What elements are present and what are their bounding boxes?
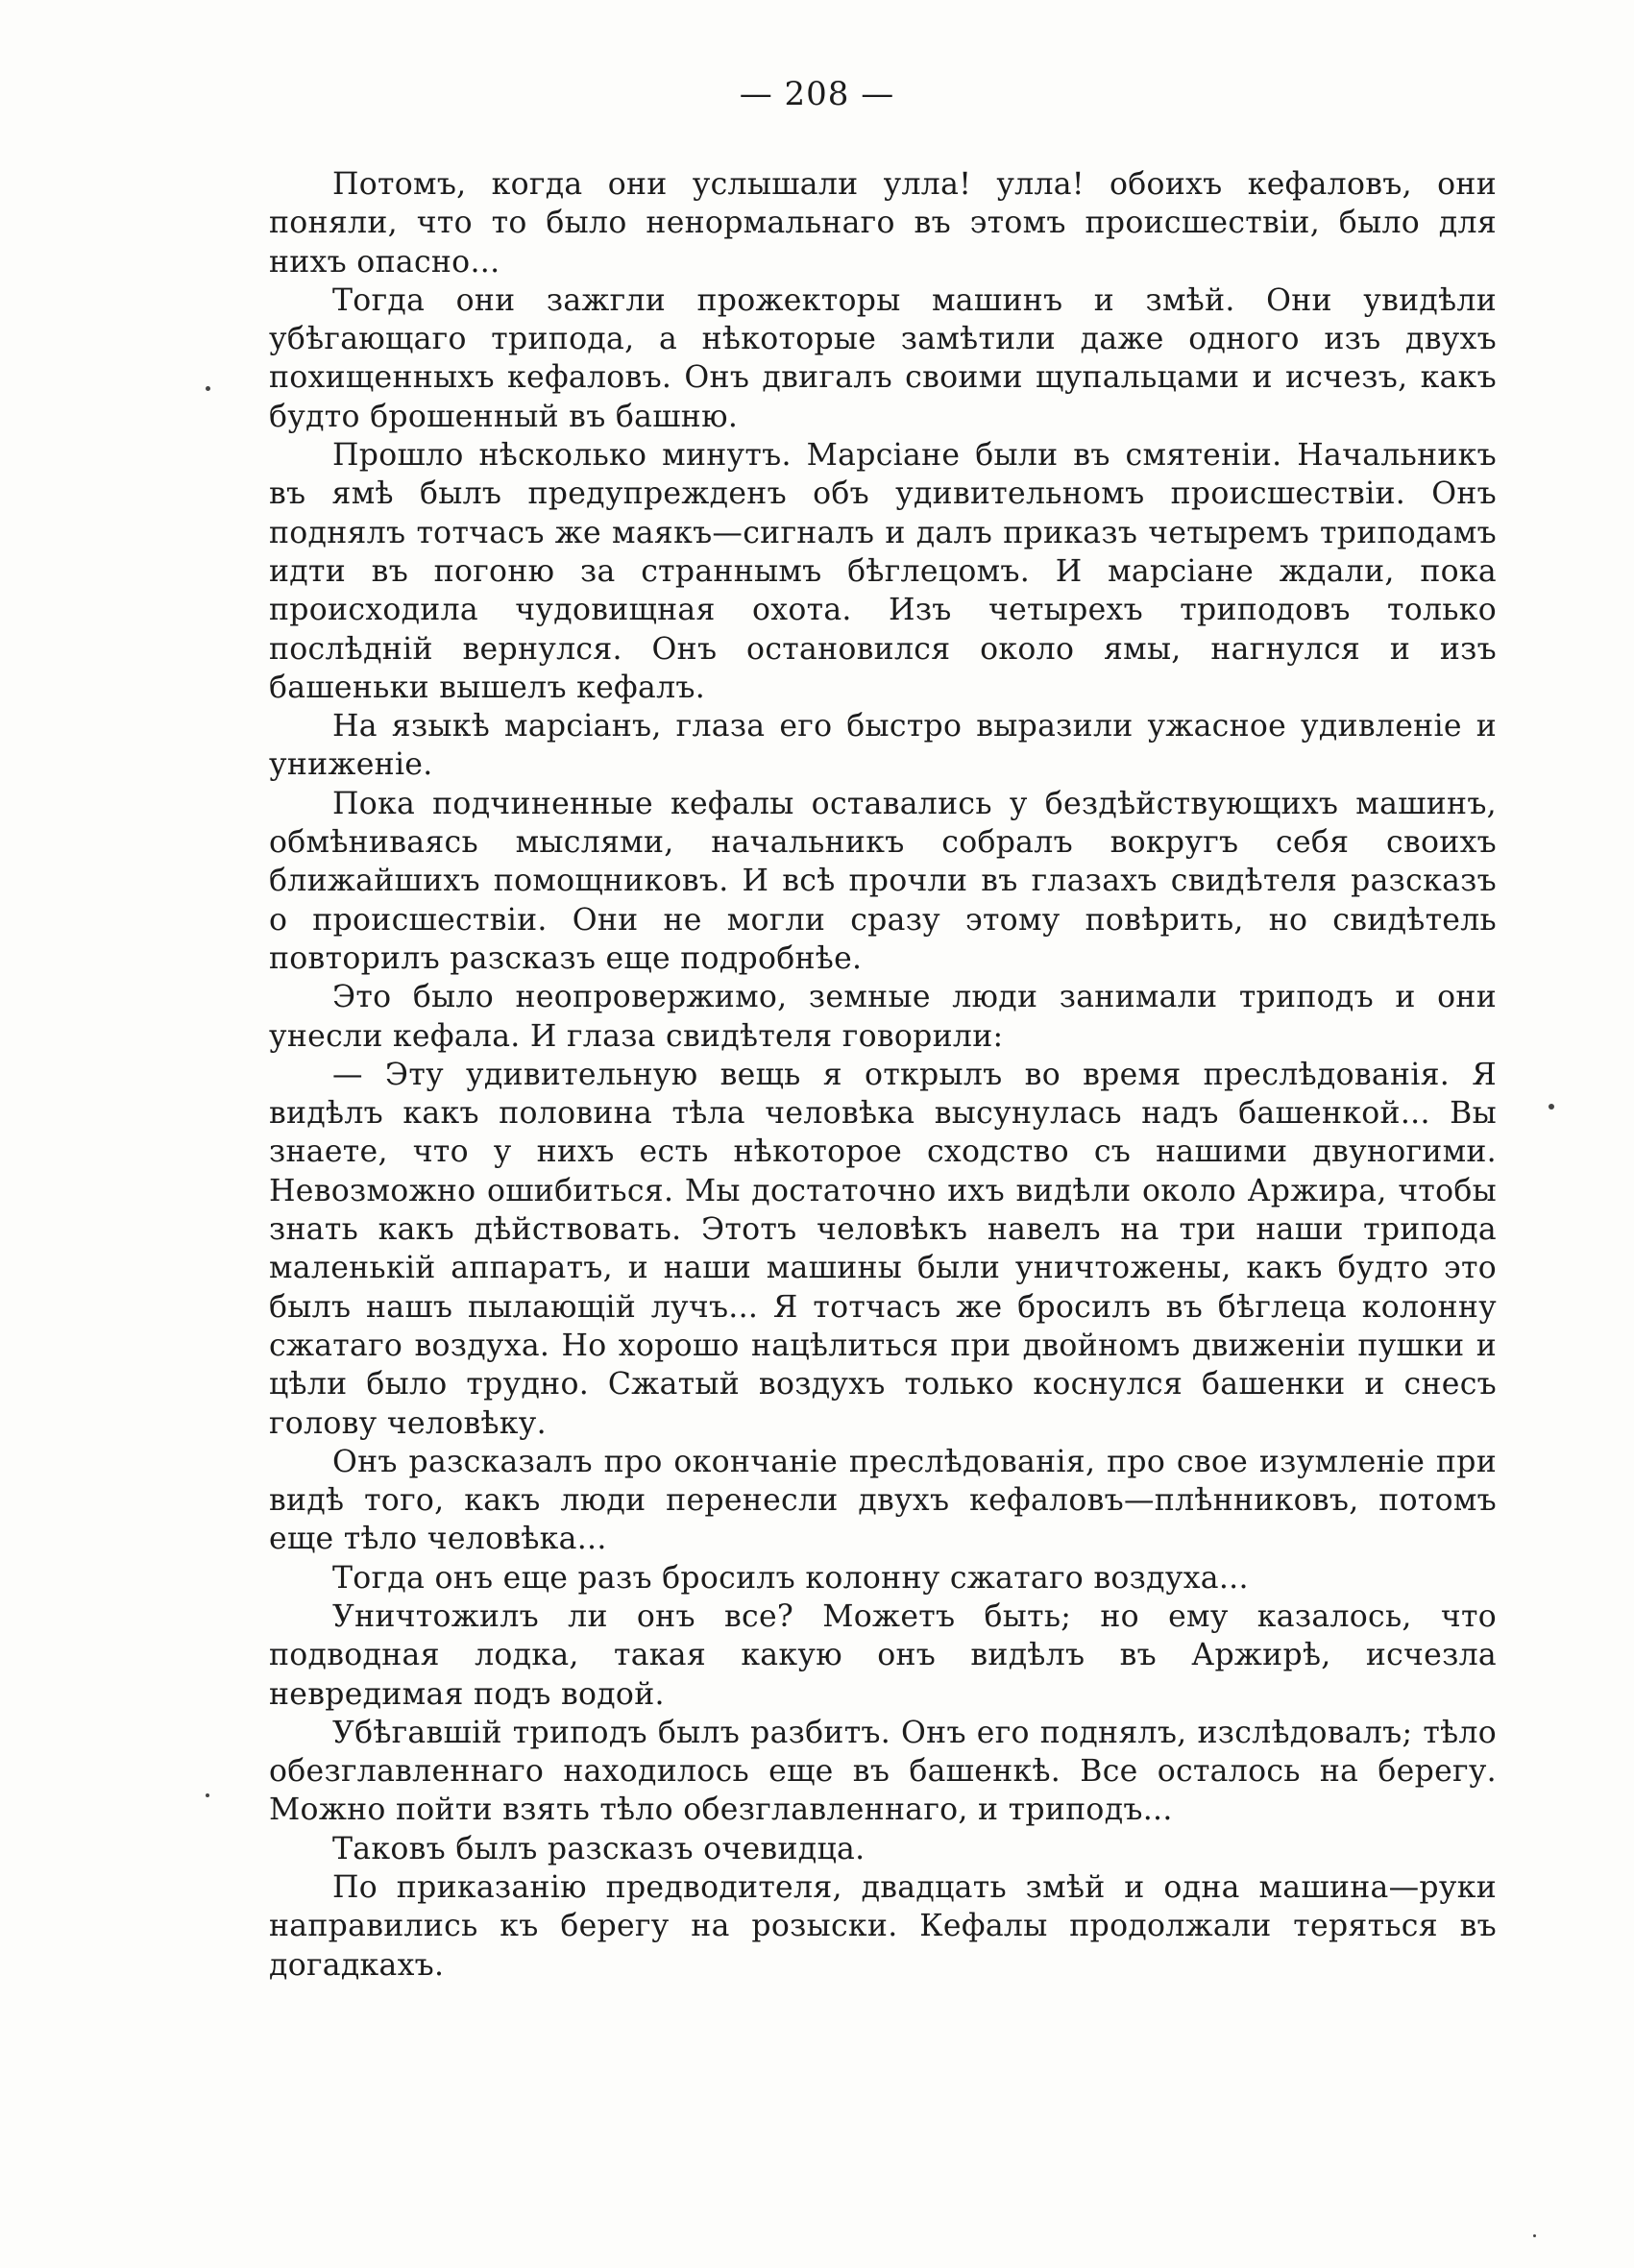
paragraph: Убѣгавшій триподъ былъ разбитъ. Онъ его поднялъ, изслѣдовалъ; тѣло обезглавленнаго находилось еще въ башенкѣ. Все осталось на берегу. Можно пойти взять тѣло обезглавленнаго, и триподъ... [269,1715,1497,1828]
scan-speck [1533,2234,1536,2237]
paragraph: По приказанію предводителя, двадцать змѣй и одна машина—руки направились къ берегу на розыски. Кефалы продолжали теряться въ догадкахъ. [269,1870,1497,1983]
scan-speck [1549,1104,1554,1110]
page-number: — 208 — [739,75,895,113]
paragraph: Таковъ былъ разсказъ очевидца. [332,1831,866,1866]
body-text [269,165,1497,1985]
paragraph: Уничтожилъ ли онъ все? Можетъ быть; но ему казалось, что подводная лодка, такая какую онъ видѣлъ въ Аржирѣ, исчезла невредимая подъ водой. [269,1598,1497,1712]
paragraph: Потомъ, когда они услышали улла! улла! обоихъ кефаловъ, они поняли, что то было ненормальнаго въ этомъ происшествіи, было для нихъ опасно... [269,167,1497,280]
paragraph: На языкѣ марсіанъ, глаза его быстро выразили ужасное удивленіе и униженіе. [269,709,1497,783]
paragraph: Прошло нѣсколько минутъ. Марсіане были въ смятеніи. Начальникъ въ ямѣ былъ предупрежденъ объ удивительномъ происшествіи. Онъ поднялъ тотчасъ же маякъ—сигналъ и далъ приказъ четыремъ триподамъ идти въ погоню за страннымъ бѣглецомъ. И марсіане ждали, пока происходила чудовищная охота. Изъ четырехъ триподовъ только послѣдній вернулся. Онъ остановился около ямы, нагнулся и изъ башеньки вышелъ кефалъ. [269,438,1497,705]
scan-speck [206,1793,209,1797]
paragraph: Онъ разсказалъ про окончаніе преслѣдованія, про свое изумленіе при видѣ того, какъ люди перенесли двухъ кефаловъ—плѣнниковъ, потомъ еще тѣло человѣка... [269,1444,1497,1557]
scan-speck [206,386,210,391]
paragraph: Это было неопровержимо, земные люди занимали триподъ и они унесли кефала. И глаза свидѣтеля говорили: [269,980,1497,1054]
paragraph: Тогда они зажгли прожекторы машинъ и змѣй. Они увидѣли убѣгающаго трипода, а нѣкоторые замѣтили даже одного изъ двухъ похищенныхъ кефаловъ. Онъ двигалъ своими щупальцами и исчезъ, какъ будто брошенный въ башню. [269,282,1497,434]
paragraph: Тогда онъ еще разъ бросилъ колонну сжатаго воздуха... [332,1560,1249,1596]
paragraph: — Эту удивительную вещь я открылъ во время преслѣдованія. Я видѣлъ какъ половина тѣла человѣка высунулась надъ башенкой... Вы знаете, что у нихъ есть нѣкоторое сходство съ нашими двуногими. Невозможно ошибиться. Мы достаточно ихъ видѣли около Аржира, чтобы знать какъ дѣйствовать. Этотъ человѣкъ навелъ на три наши трипода маленькій аппаратъ, и наши машины были уничтожены, какъ будто это былъ нашъ пылающій лучъ... Я тотчасъ же бросилъ въ бѣглеца колонну сжатаго воздуха. Но хорошо нацѣлиться при двойномъ движеніи пушки и цѣли было трудно. Сжатый воздухъ только коснулся башенки и снесъ голову человѣку. [269,1057,1497,1441]
paragraph: Пока подчиненные кефалы оставались у бездѣйствующихъ машинъ, обмѣниваясь мыслями, начальникъ собралъ вокругъ себя своихъ ближайшихъ помощниковъ. И всѣ прочли въ глазахъ свидѣтеля разсказъ о происшествіи. Они не могли сразу этому повѣрить, но свидѣтель повторилъ разсказъ еще подробнѣе. [269,786,1497,976]
